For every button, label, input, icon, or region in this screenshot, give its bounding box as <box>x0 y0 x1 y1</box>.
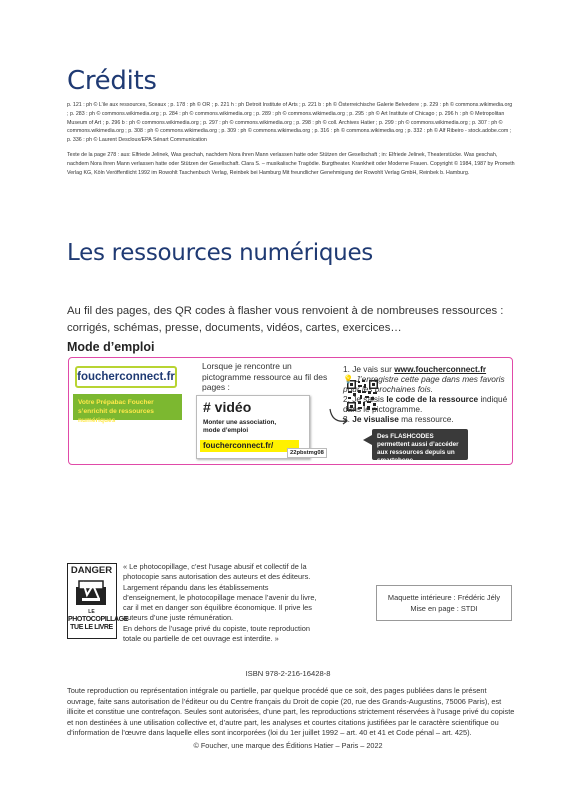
step-1-tip: 💡 J’enregistre cette page dans mes favoris pour les prochaines fois. <box>343 374 505 394</box>
photocopillage-quote: « Le photocopillage, c’est l’usage abusif et collectif de la photocopie sans autorisation des auteurs et des éditeurs. Largement répandu dans les établissements d’enseignement, le photocopillage menace l’avenir du livre, car il met en danger son équilibre économique. Il prive les auteurs d’une juste rémunération. En dehors de l’usage privé du copiste, toute reproduction totale ou partielle de cet ouvrage est interdite. » <box>123 562 317 644</box>
prepabac-badge: Votre Prépabac Foucher s’enrichit de ressources numériques <box>73 394 182 420</box>
step-intro-text: Lorsque je rencontre un pictogramme ressource au fil des pages : <box>202 361 328 392</box>
danger-slogan: PHOTOCOPILLAGE TUE LE LIVRE <box>68 616 128 631</box>
maquette-line: Maquette intérieure : Frédéric Jély <box>387 593 501 602</box>
credits-title: Crédits <box>67 66 157 96</box>
lightbulb-icon: 💡 <box>343 374 354 384</box>
photo-credits-paragraph: p. 121 : ph © L’ile aux ressources, Sceaux ; p. 178 : ph © OR ; p. 221 h : ph Detroit Institute of Arts ; p. 221 b : ph © Österreichische Galerie Belvedere ; p. 229 : ph © commons.wikimedia.org ; p. 283 : ph © commons.wikimedia.org ; p. 284 : ph © commons.wikimedia.org ; p. 289 : ph © commons.wikimedia.org ; p. 295 : ph © Art Institute of Chicago ; p. 296 h : ph © Metropolitan Museum of Art ; p. 296 b : ph © commons.wikimedia.org ; p. 297 : ph © commons.wikimedia.org ; p. 298 : ph © coll. Archives Hatier ; p. 299 : ph © commons.wikimedia.org ; p. 307 : ph © commons.wikimedia.org ; p. 308 : ph © commons.wikimedia.org ; p. 309 : ph © commons.wikimedia.org ; p. 316 : ph © commons.wikimedia.org ; p. 332 : ph © Alf Ribeiro - stock.adobe.com ; p. 336 : ph © Laurent Descloux/EPA Sénart Communication <box>67 102 513 144</box>
resource-code: 22pbstmg08 <box>287 448 327 458</box>
danger-label: DANGER <box>70 565 113 576</box>
danger-le: LE <box>88 609 95 615</box>
legal-notice: Toute reproduction ou représentation intégrale ou partielle, par quelque procédé que ce soit, des pages publiées dans le présent ouvrage, faite sans autorisation de l’éditeur ou du Centre français du Droit de copie (20, rue des Grands-Augustins, 75006 Paris), est illicite et constitue une contrefaçon. Seules sont autorisées, d’une part, les reproductions strictement réservées à l’usage privé du copiste et non destinées à une utilisation collective et, d’autre part, les analyses et courtes citations justifiées par le caractère scientifique ou d’information de l’œuvre dans laquelle elles sont incorporées (loi du 1er juillet 1992 – art. 40 et 41 et Code pénal – art. 425). <box>67 686 515 737</box>
danger-photocopillage-logo <box>67 563 128 639</box>
resources-title: Les ressources numériques <box>67 240 373 266</box>
photocopier-icon <box>73 577 110 607</box>
step-2: 2. Je saisis le code de la ressource indiqué dans le pictogramme. <box>343 394 508 414</box>
text-credits-paragraph: Texte de la page 278 : aus: Elfriede Jelinek, Was geschah, nachdem Nora ihren Mann verlassen hatte oder Stützen der Gesellschaft ; in: Elfriede Jelinek, Theaterstücke. Was geschah, nachdem Nora ihren Mann verlassen hatte oder Stützen der Gesellschaft. Clara S. – musikalische Tragödie. Burgtheater. Krankheit oder Moderne Frauen. Copyright © 1984, 1987 by Prometh Verlag KG, Köln Veröffentlicht 1992 im Rowohlt Taschenbuch Verlag, Reinbek bei Hamburg Mit freundlicher Genehmigung der Rowohlt Verlag GmbH, Reinbek b. Hamburg. <box>67 151 515 176</box>
flashcode-note: Des FLASHCODES permettent aussi d’accéder aux ressources depuis un smartphone <box>372 429 468 460</box>
step-1: 1. Je vais sur www.foucherconnect.fr <box>343 364 487 374</box>
credits-text <box>67 101 515 183</box>
video-resource-card <box>196 395 324 459</box>
foucherconnect-logo: foucherconnect.fr <box>75 366 177 388</box>
maquette-credits-box <box>376 585 512 621</box>
mode-emploi-title: Mode d’emploi <box>67 340 155 354</box>
steps-list <box>343 364 511 424</box>
mode-emploi-panel <box>68 357 513 465</box>
video-hashtag-label: # vidéo <box>203 399 252 415</box>
step-3: 3. Je visualise ma ressource. <box>343 414 454 424</box>
foucherconnect-link[interactable]: www.foucherconnect.fr <box>394 364 487 374</box>
video-link[interactable]: foucherconnect.fr/ <box>200 440 299 452</box>
flashcode-pointer <box>363 435 372 445</box>
mise-en-page-line: Mise en page : STDI <box>410 604 478 613</box>
copyright-footer: © Foucher, une marque des Éditions Hatier – Paris – 2022 <box>193 741 383 750</box>
resources-intro: Au fil des pages, des QR codes à flasher vous renvoient à de nombreuses ressources : corrigés, schémas, presse, documents, vidéos, cartes, exercices… <box>67 305 504 334</box>
video-subtitle: Monter une association, mode d’emploi <box>203 419 277 434</box>
isbn: ISBN 978-2-216-16428-8 <box>245 669 331 678</box>
